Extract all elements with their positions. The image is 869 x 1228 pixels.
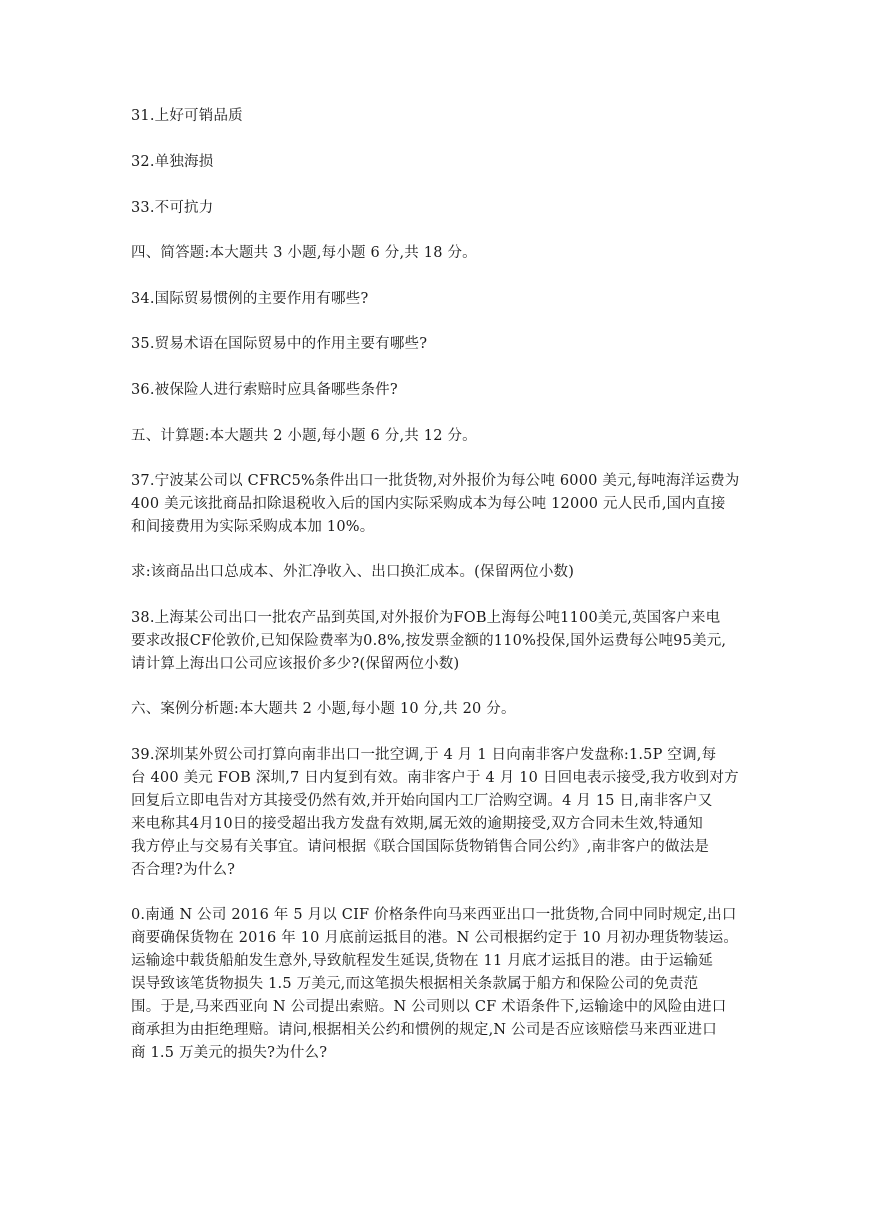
question-37-requirement: 求:该商品出口总成本、外汇净收入、出口换汇成本。(保留两位小数) <box>131 564 575 580</box>
question-40-line-3: 运输途中载货船舶发生意外,导致航程发生延误,货物在 11 月底才运抵目的港。由于运输延 <box>131 953 713 969</box>
question-35: 35.贸易术语在国际贸易中的作用主要有哪些? <box>131 336 428 352</box>
section-heading-case-analysis: 六、案例分析题:本大题共 2 小题,每小题 10 分,共 20 分。 <box>131 701 516 717</box>
question-37-line-2: 400 美元该批商品扣除退税收入后的国内实际采购成本为每公吨 12000 元人民币,国内直接 <box>131 496 726 512</box>
question-40-line-2: 商要确保货物在 2016 年 10 月底前运抵目的港。N 公司根据约定于 10 月初办理货物装运。 <box>131 930 739 946</box>
question-40-line-7: 商 1.5 万美元的损失?为什么? <box>131 1045 328 1061</box>
section-heading-short-answer: 四、简答题:本大题共 3 小题,每小题 6 分,共 18 分。 <box>131 245 477 261</box>
question-39-line-2: 台 400 美元 FOB 深圳,7 日内复到有效。南非客户于 4 月 10 日回电表示接受,我方收到对方 <box>131 770 739 786</box>
question-38-line-1: 38.上海某公司出口一批农产品到英国,对外报价为FOB上海每公吨1100美元,英国客户来电 <box>131 610 721 626</box>
term-32: 32.单独海损 <box>131 154 214 170</box>
question-38-line-2: 要求改报CF伦敦价,已知保险费率为0.8%,按发票金额的110%投保,国外运费每公吨95美元, <box>131 633 727 649</box>
question-39-line-5: 我方停止与交易有关事宜。请问根据《联合国国际货物销售合同公约》,南非客户的做法是 <box>131 839 710 855</box>
question-40-line-4: 误导致该笔货物损失 1.5 万美元,而这笔损失根据相关条款属于船方和保险公司的免责范 <box>131 976 699 992</box>
question-39-line-4: 来电称其4月10日的接受超出我方发盘有效期,属无效的逾期接受,双方合同未生效,特通知 <box>131 816 703 832</box>
question-38-line-3: 请计算上海出口公司应该报价多少?(保留两位小数) <box>131 656 460 672</box>
question-39-line-1: 39.深圳某外贸公司打算向南非出口一批空调,于 4 月 1 日向南非客户发盘称:1.5P 空调,每 <box>131 747 717 763</box>
term-33: 33.不可抗力 <box>131 200 214 216</box>
question-37-line-3: 和间接费用为实际采购成本加 10%。 <box>131 519 375 535</box>
question-39-line-3: 回复后立即电告对方其接受仍然有效,并开始向国内工厂洽购空调。4 月 15 日,南非客户又 <box>131 793 713 809</box>
question-40-line-6: 商承担为由拒绝理赔。请问,根据相关公约和惯例的规定,N 公司是否应该赔偿马来西亚进口 <box>131 1022 717 1038</box>
question-40-line-5: 围。于是,马来西亚向 N 公司提出索赔。N 公司则以 CF 术语条件下,运输途中的风险由进口 <box>131 999 727 1015</box>
term-31: 31.上好可销品质 <box>131 108 243 124</box>
question-40-line-1: 0.南通 N 公司 2016 年 5 月以 CIF 价格条件向马来西亚出口一批货物,合同中同时规定,出口 <box>131 907 737 923</box>
section-heading-calculation: 五、计算题:本大题共 2 小题,每小题 6 分,共 12 分。 <box>131 428 477 444</box>
question-36: 36.被保险人进行索赔时应具备哪些条件? <box>131 382 398 398</box>
question-37-line-1: 37.宁波某公司以 CFRC5%条件出口一批货物,对外报价为每公吨 6000 美元,每吨海洋运费为 <box>131 473 740 489</box>
question-34: 34.国际贸易惯例的主要作用有哪些? <box>131 291 369 307</box>
question-39-line-6: 否合理?为什么? <box>131 862 236 878</box>
